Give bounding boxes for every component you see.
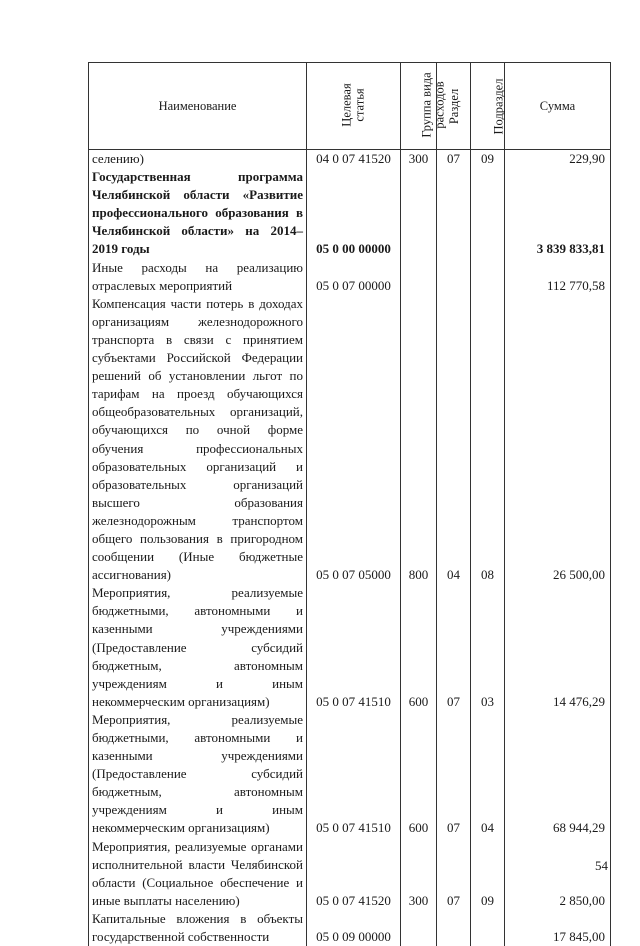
row-section: 07 [437, 711, 471, 838]
row-sum: 68 944,29 [505, 711, 611, 838]
row-subsection: 08 [471, 295, 505, 585]
header-sum: Сумма [505, 63, 611, 150]
row-name: Капитальные вложения в объекты государственной собственности [89, 910, 307, 946]
row-section: 07 [437, 584, 471, 711]
row-code: 05 0 07 05000 [307, 295, 401, 585]
row-subsection [471, 168, 505, 258]
table-row [89, 150, 611, 169]
row-sum: 3 839 833,81 [505, 168, 611, 258]
row-section: 04 [437, 295, 471, 585]
row-subsection [471, 259, 505, 295]
row-group [401, 168, 437, 258]
row-code: 04 0 07 41520 [307, 150, 401, 169]
row-code: 05 0 07 41520 [307, 838, 401, 910]
row-subsection: 03 [471, 584, 505, 711]
row-sum: 112 770,58 [505, 259, 611, 295]
row-sum: 229,90 [505, 150, 611, 169]
row-name: Мероприятия, реализуемые органами исполнительной власти Челябинской области (Социальное обеспечение и иные выплаты населению) [89, 838, 307, 910]
row-subsection: 09 [471, 150, 505, 169]
header-subsection: Подраздел [471, 63, 505, 150]
row-name: Мероприятия, реализуемые бюджетными, автономными и казенными учреждениями (Предоставление субсидий бюджетным, автономным учреждениям и иным некоммерческим организациям) [89, 584, 307, 711]
row-group [401, 259, 437, 295]
row-code: 05 0 07 00000 [307, 259, 401, 295]
row-section: 07 [437, 150, 471, 169]
row-section [437, 910, 471, 946]
row-code: 05 0 07 41510 [307, 584, 401, 711]
row-subsection [471, 910, 505, 946]
row-subsection: 09 [471, 838, 505, 910]
header-section: Раздел [437, 63, 471, 150]
row-group: 800 [401, 295, 437, 585]
table-body [89, 150, 611, 946]
row-sum: 17 845,00 [505, 910, 611, 946]
row-code: 05 0 09 00000 [307, 910, 401, 946]
row-sum: 14 476,29 [505, 584, 611, 711]
table-header-row [89, 63, 611, 150]
table-row [89, 295, 611, 585]
table-row [89, 584, 611, 711]
row-name: Компенсация части потерь в доходах организациям железнодорожного транспорта в связи с принятием субъектами Российской Федерации решений об установлении льгот по тарифам на проезд обучающихся общеобразовательных организаций, обучающихся по очной форме обучения профессиональных образовательных организаций и образовательных организаций высшего образования железнодорожным транспортом общего пользования в пригородном сообщении (Иные бюджетные ассигнования) [89, 295, 307, 585]
row-group: 300 [401, 150, 437, 169]
table-row [89, 838, 611, 910]
row-name: Государственная программа Челябинской области «Развитие профессионального образования в Челябинской области» на 2014–2019 годы [89, 168, 307, 258]
row-section: 07 [437, 838, 471, 910]
row-subsection: 04 [471, 711, 505, 838]
row-group [401, 910, 437, 946]
row-sum: 2 850,00 [505, 838, 611, 910]
table-row [89, 168, 611, 258]
table-row [89, 910, 611, 946]
header-name: Наименование [89, 63, 307, 150]
row-name: селению) [89, 150, 307, 169]
header-code: Целевая статья [307, 63, 401, 150]
row-group: 600 [401, 711, 437, 838]
table-row [89, 259, 611, 295]
row-section [437, 259, 471, 295]
row-section [437, 168, 471, 258]
table-row [89, 711, 611, 838]
row-name: Иные расходы на реализацию отраслевых мероприятий [89, 259, 307, 295]
row-group: 300 [401, 838, 437, 910]
row-group: 600 [401, 584, 437, 711]
row-code: 05 0 07 41510 [307, 711, 401, 838]
row-code: 05 0 00 00000 [307, 168, 401, 258]
row-name: Мероприятия, реализуемые бюджетными, автономными и казенными учреждениями (Предоставление субсидий бюджетным, автономным учреждениям и иным некоммерческим организациям) [89, 711, 307, 838]
page-number: 54 [595, 858, 608, 874]
header-group: Группа вида расходов [401, 63, 437, 150]
budget-table [88, 62, 611, 946]
row-sum: 26 500,00 [505, 295, 611, 585]
